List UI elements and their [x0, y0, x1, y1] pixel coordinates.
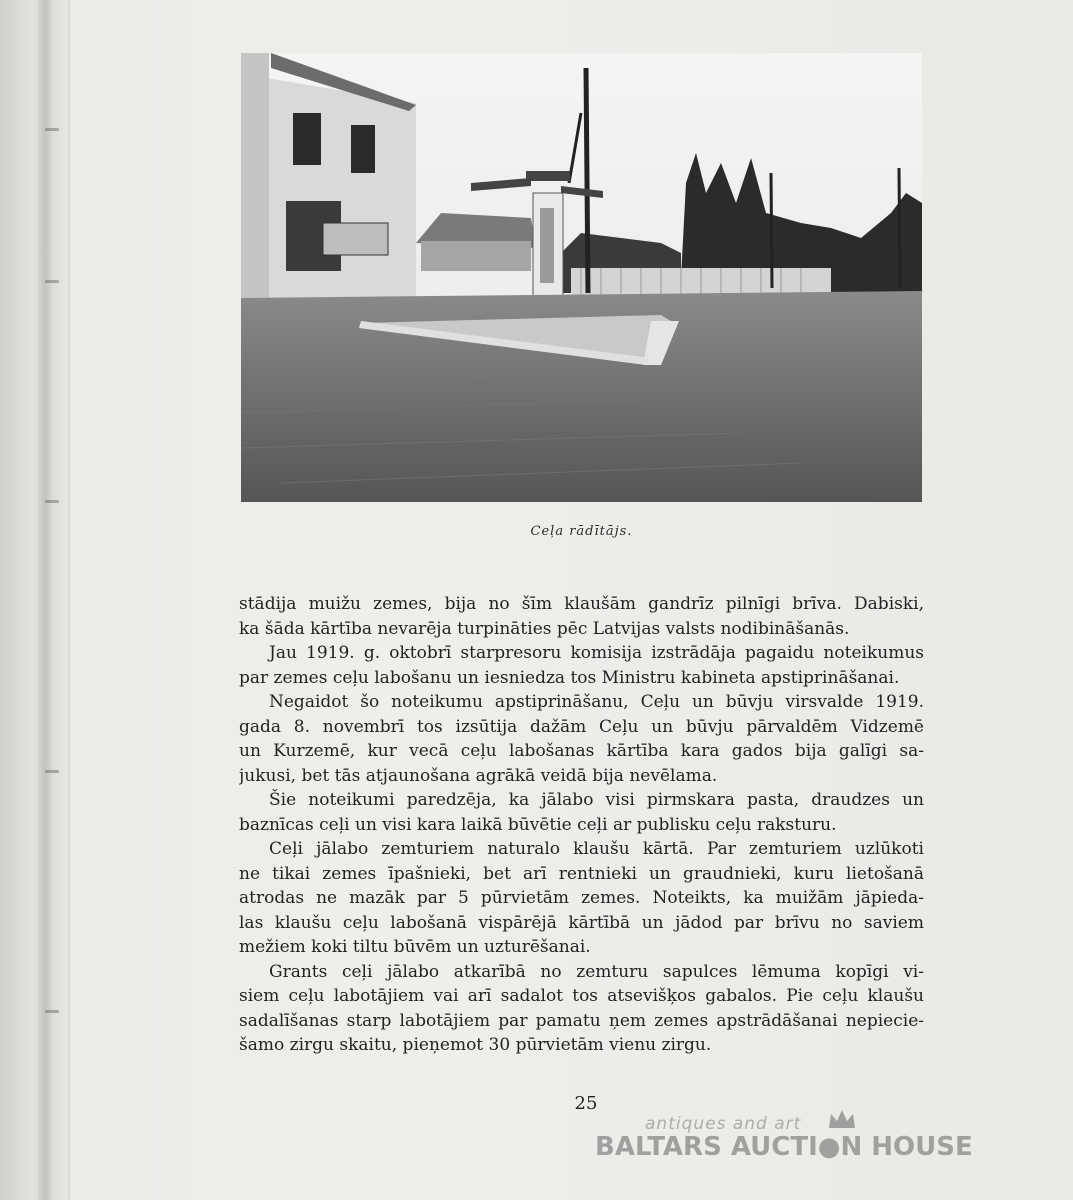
text-line: Negaidot šo noteikumu apstiprināšanu, Ceļu un būvju virsvalde 1919. [269, 692, 924, 712]
street-photo-drawing [241, 53, 922, 502]
text-line: las klaušu ceļu labošanā vispārējā kārtībā un jādod par brīvu no saviem [239, 912, 924, 933]
crown-icon [827, 1108, 857, 1130]
text-line: Šie noteikumi paredzēja, ka jālabo visi pirmskara pasta, draudzes un [269, 790, 924, 810]
text-line: jukusi, bet tās atjaunošana agrākā veidā bija nevēlama. [239, 765, 718, 786]
text-line: Grants ceļi jālabo atkarībā no zemturu sapulces lēmuma kopīgi vi- [269, 961, 924, 982]
text-line: Ceļi jālabo zemturiem naturalo klaušu kārtā. Par zemturiem uzlūkoti [269, 839, 924, 859]
watermark-logo [595, 1108, 995, 1168]
book-spine [38, 0, 52, 1200]
page-fold [68, 0, 70, 1200]
text-line: baznīcas ceļi un visi kara laikā būvētie ceļi ar publisku ceļu raksturu. [239, 814, 837, 835]
text-line: atrodas ne mazāk par 5 pūrvietām zemes. Noteikts, ka muižām jāpieda- [239, 888, 924, 908]
text-line: par zemes ceļu labošanu un iesniedza tos Ministru kabineta apstiprināšanai. [239, 667, 900, 688]
text-line: gada 8. novembrī tos izsūtija dažām Ceļu un būvju pārvaldēm Vidzemē [239, 716, 924, 737]
binding-hole [45, 500, 59, 503]
binding-hole [45, 280, 59, 283]
body-text [239, 592, 924, 1058]
watermark-subtitle: antiques and art [645, 1114, 802, 1134]
text-line: Jau 1919. g. oktobrī starpresoru komisija izstrādāja pagaidu noteikumus [269, 643, 924, 663]
binding-hole [45, 1010, 59, 1013]
text-line: sadalīšanas starp labotājiem par pamatu ņem zemes apstrādāšanai nepiecie- [239, 1010, 924, 1031]
watermark-title: BALTARS AUCTI●N HOUSE [595, 1132, 973, 1162]
text-line: ne tikai zemes īpašnieki, bet arī rentnieki un graudnieki, kuru lietošanā [239, 863, 924, 884]
text-line: ka šāda kārtība nevarēja turpināties pēc Latvijas valsts nodibināšanās. [239, 618, 850, 639]
binding-hole [45, 770, 59, 773]
text-line: un Kurzemē, kur vecā ceļu labošanas kārtība kara gados bija galīgi sa- [239, 741, 924, 761]
text-line: stādija muižu zemes, bija no šīm klaušām gandrīz pilnīgi brīva. Dabiski, [239, 594, 924, 614]
text-line: šamo zirgu skaitu, pieņemot 30 pūrvietām vienu zirgu. [239, 1035, 712, 1055]
text-line: siem ceļu labotājiem vai arī sadalot tos atsevišķos gabalos. Pie ceļu klaušu [239, 986, 924, 1006]
binding-hole [45, 128, 59, 131]
street-photo [241, 53, 922, 502]
text-line: mežiem koki tiltu būvēm un uzturēšanai. [239, 937, 591, 957]
photo-caption: Ceļa rādītājs. [530, 524, 633, 539]
page-number: 25 [574, 1093, 598, 1114]
